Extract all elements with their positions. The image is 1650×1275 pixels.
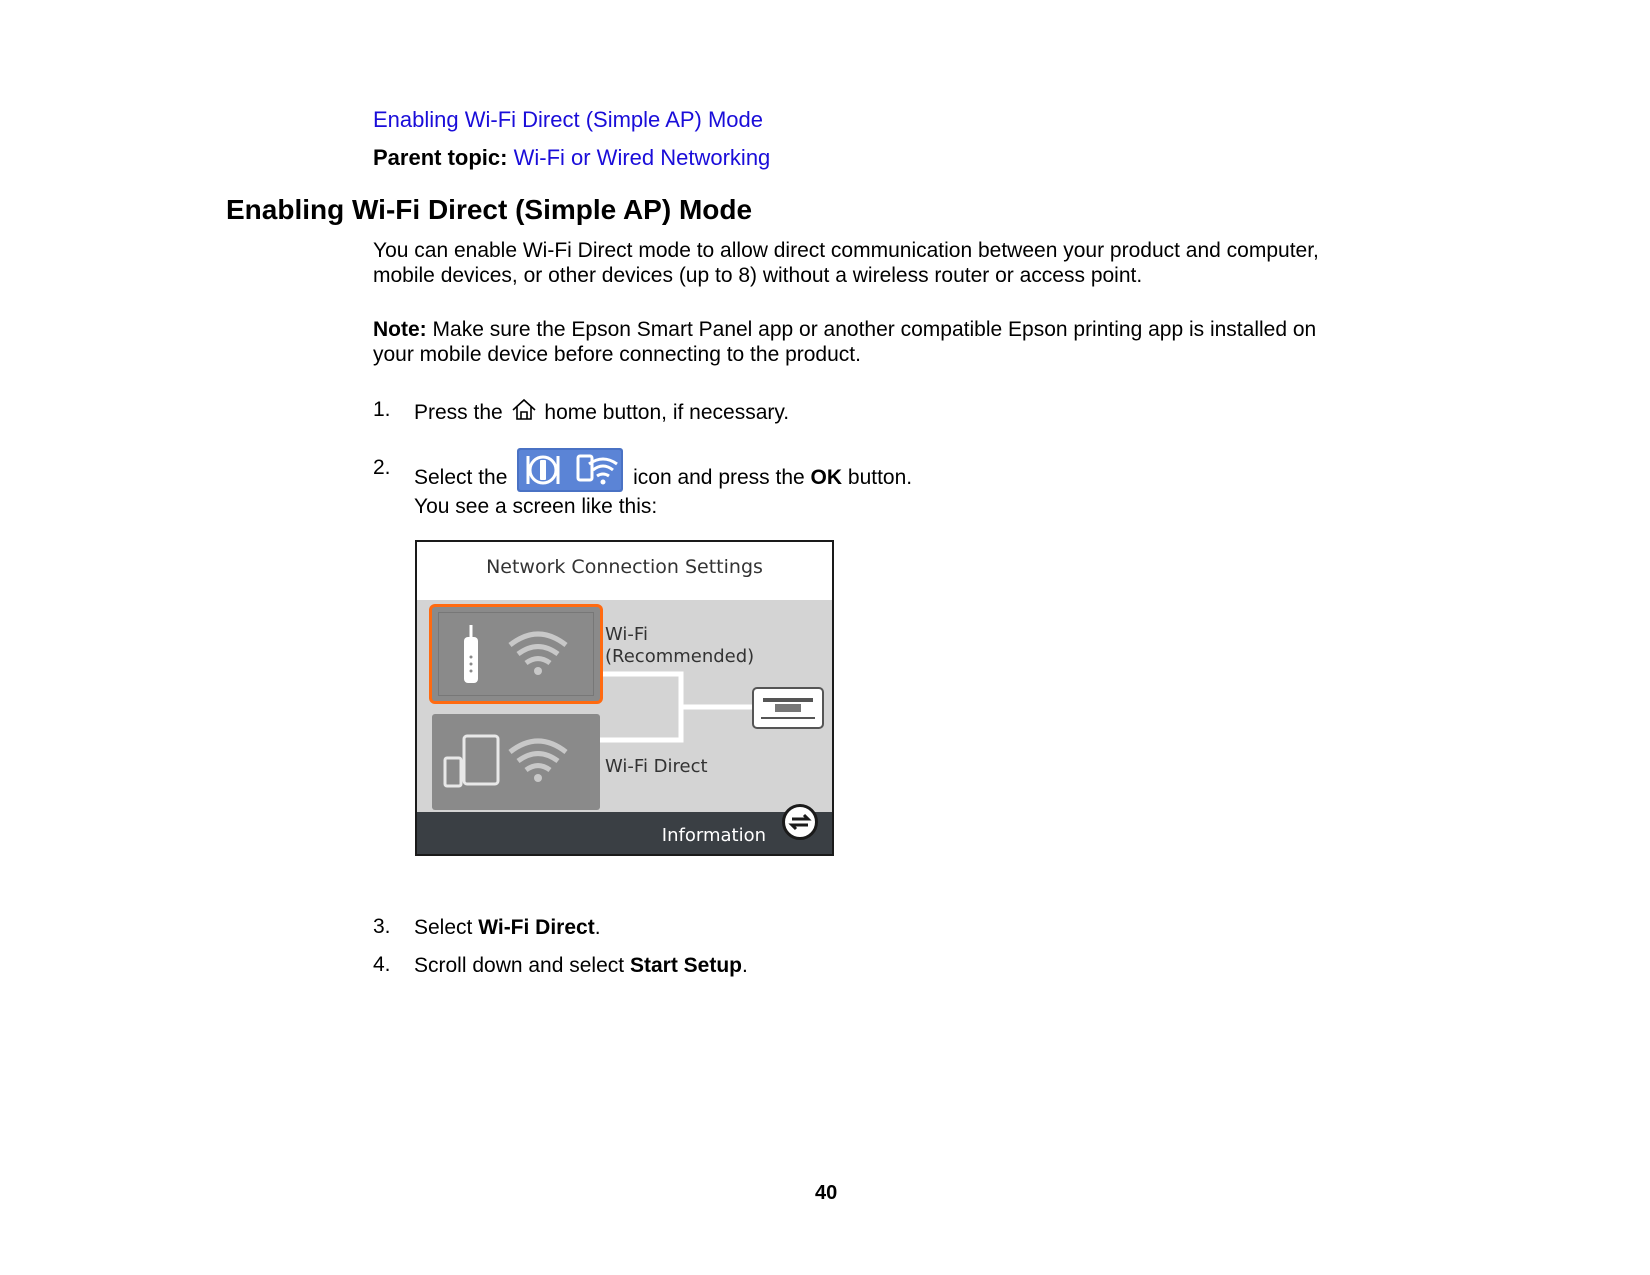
network-settings-icon — [517, 448, 623, 492]
step-3-post: . — [594, 916, 601, 939]
step-2-mid: icon and press the — [633, 466, 805, 489]
printer-icon — [753, 688, 823, 728]
screen-bottom-bar — [417, 812, 832, 854]
step-2-number: 2. — [373, 456, 391, 479]
device-wifi-icon — [432, 714, 600, 810]
step-4-bold: Start Setup — [629, 954, 742, 977]
step-3-pre: Select — [414, 916, 473, 939]
step-4-number: 4. — [373, 953, 391, 976]
step-1-number: 1. — [373, 398, 391, 421]
wifi-direct-option-tile[interactable] — [432, 714, 600, 810]
swap-arrows-icon — [785, 807, 815, 837]
home-icon — [511, 398, 537, 422]
parent-topic-label: Parent topic: — [373, 145, 508, 170]
step-4-post: . — [741, 954, 748, 977]
step-4-pre: Scroll down and select — [414, 954, 625, 977]
topic-link-enabling-wifi-direct[interactable]: Enabling Wi-Fi Direct (Simple AP) Mode — [373, 107, 764, 132]
router-wifi-icon — [432, 607, 600, 701]
intro-line-1: You can enable Wi-Fi Direct mode to allow direct communication between your product and computer, — [373, 239, 1319, 262]
step-3-number: 3. — [373, 915, 391, 938]
intro-line-2: mobile devices, or other devices (up to 8) without a wireless router or access point. — [373, 264, 1143, 287]
step-2 — [414, 448, 912, 492]
step-1-post: home button, if necessary. — [544, 401, 790, 424]
step-2-pre: Select the — [414, 466, 508, 489]
information-label: Information — [661, 825, 766, 846]
page-number: 40 — [815, 1182, 838, 1204]
note-line-1: Make sure the Epson Smart Panel app or another compatible Epson printing app is installed on — [432, 318, 1317, 341]
section-title: Enabling Wi-Fi Direct (Simple AP) Mode — [226, 194, 753, 225]
step-2-post: button. — [847, 466, 913, 489]
wifi-option-label: Wi-Fi (Recommended) — [605, 624, 755, 667]
step-2-sub: You see a screen like this: — [414, 495, 658, 518]
parent-topic-link[interactable]: Wi-Fi or Wired Networking — [513, 145, 771, 170]
wifi-option-tile[interactable] — [432, 607, 600, 701]
step-1 — [414, 398, 789, 425]
intro-paragraph — [373, 238, 1319, 288]
screen-title: Network Connection Settings — [486, 556, 763, 578]
note-label: Note: — [373, 318, 427, 341]
step-3 — [414, 915, 601, 940]
note-paragraph — [373, 317, 1316, 367]
information-button[interactable] — [782, 804, 818, 840]
step-1-pre: Press the — [414, 401, 503, 424]
step-4 — [414, 953, 748, 978]
wifi-direct-option-label: Wi-Fi Direct — [605, 756, 708, 777]
parent-topic — [373, 145, 770, 171]
step-2-ok: OK — [810, 466, 843, 489]
network-connection-settings-screen — [415, 540, 834, 856]
note-line-2: your mobile device before connecting to the product. — [373, 343, 861, 366]
step-3-bold: Wi-Fi Direct — [478, 916, 595, 939]
